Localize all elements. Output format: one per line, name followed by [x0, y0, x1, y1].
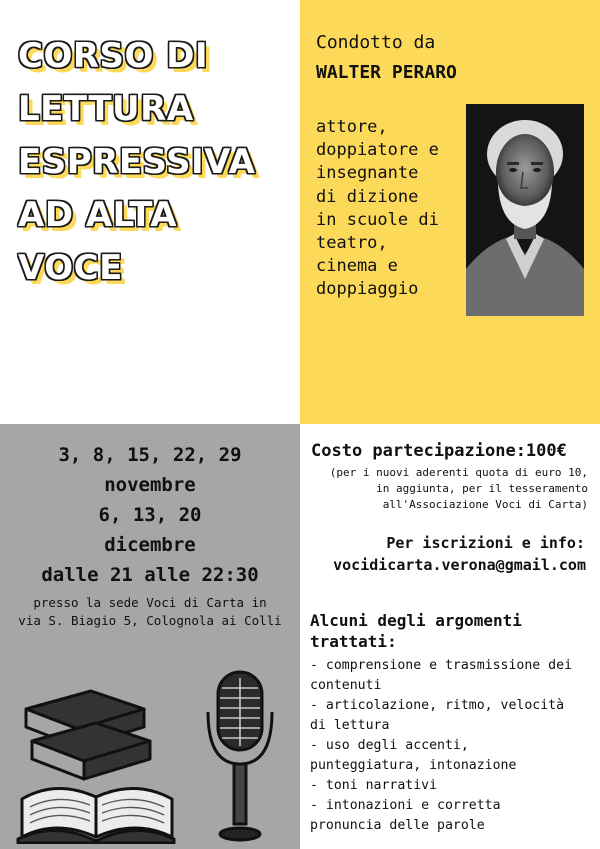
cost-note-line: in aggiunta, per il tesseramento	[376, 482, 588, 495]
venue	[0, 594, 300, 630]
title-panel	[0, 0, 300, 424]
topic-line: - toni narrativi	[310, 778, 438, 793]
cost-note-line: (per i nuovi aderenti quota di euro 10,	[329, 466, 588, 479]
topic-line: - comprensione e trasmissione dei	[310, 658, 573, 673]
instructor-bio	[316, 116, 439, 302]
cost-note-line: all'Associazione Voci di Carta)	[382, 498, 588, 511]
title-line: CORSO DI	[18, 36, 209, 76]
microphone-icon	[200, 664, 280, 849]
instructor-photo	[466, 104, 584, 316]
title-line: ESPRESSIVA	[18, 142, 256, 182]
info-panel	[300, 424, 600, 849]
schedule-panel	[0, 424, 300, 849]
title-line: LETTURA	[18, 89, 194, 129]
topic-line: pronuncia delle parole	[310, 818, 485, 833]
instructor-name: WALTER PERARO	[316, 62, 457, 83]
bio-line: doppiaggio	[316, 279, 419, 300]
bio-line: attore,	[316, 117, 388, 137]
bio-line: doppiatore e	[316, 140, 439, 161]
date-line: dicembre	[104, 534, 196, 556]
cost-note	[330, 465, 588, 513]
bio-line: in scuole di	[316, 209, 439, 230]
bio-line: teatro,	[316, 233, 388, 254]
bio-line: di dizione	[316, 186, 419, 207]
bio-line: cinema e	[316, 256, 398, 277]
topics-title: Alcuni degli argomenti trattati:	[310, 611, 522, 651]
cost-title: Costo partecipazione:100€	[311, 441, 567, 461]
registration-email[interactable]: vocidicarta.verona@gmail.com	[333, 556, 586, 574]
books-icon	[16, 669, 176, 844]
topic-line: contenuti	[310, 678, 382, 693]
venue-line: via S. Biagio 5, Colognola ai Colli	[18, 613, 282, 628]
schedule-dates	[0, 440, 300, 590]
bio-line: insegnante	[316, 163, 419, 184]
instructor-intro: Condotto da	[316, 32, 436, 53]
topic-line: - uso degli accenti,	[310, 738, 469, 753]
title-line: AD ALTA	[18, 195, 178, 235]
topic-line: - intonazioni e corretta	[310, 798, 501, 813]
venue-line: presso la sede Voci di Carta in	[33, 595, 267, 610]
instructor-panel	[300, 0, 600, 424]
date-line: 3, 8, 15, 22, 29	[58, 444, 242, 466]
topics-list	[310, 656, 594, 836]
instructor-heading	[316, 28, 457, 88]
course-title	[18, 30, 255, 295]
title-line: VOCE	[18, 248, 123, 288]
topic-line: punteggiatura, intonazione	[310, 758, 517, 773]
topic-line: di lettura	[310, 718, 390, 733]
date-line: novembre	[104, 474, 196, 496]
topic-line: - articolazione, ritmo, velocità	[310, 698, 565, 713]
time-line: dalle 21 alle 22:30	[41, 564, 259, 586]
registration-title: Per iscrizioni e info:	[386, 534, 585, 552]
date-line: 6, 13, 20	[98, 504, 202, 526]
